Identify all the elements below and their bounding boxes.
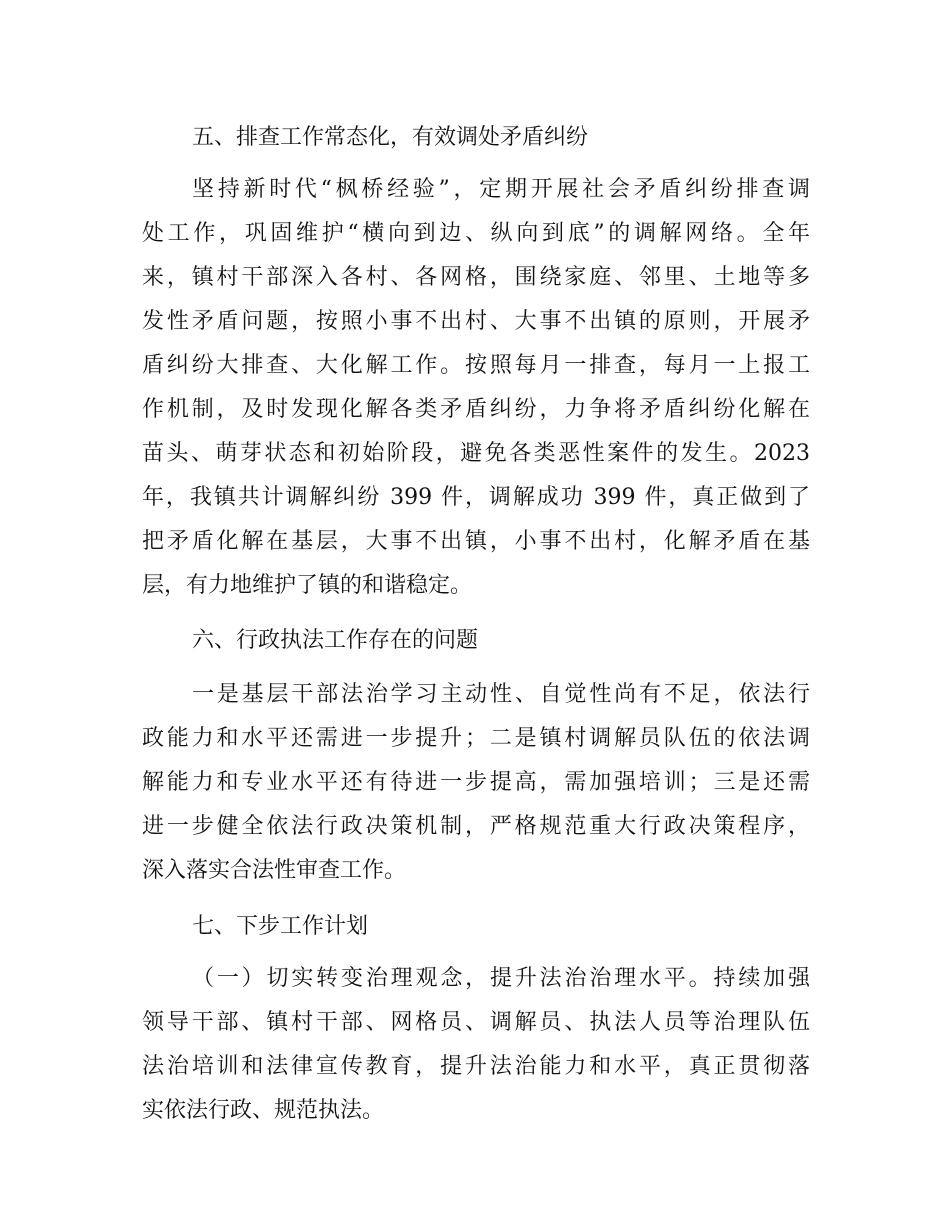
section-heading-7: 七、下步工作计划 bbox=[192, 914, 369, 939]
paragraph-line: 一是基层干部法治学习主动性、自觉性尚有不足，依法行 bbox=[192, 682, 810, 707]
paragraph-line: 把矛盾化解在基层，大事不出镇，小事不出村，化解矛盾在基 bbox=[142, 529, 810, 554]
paragraph-line: 作机制，及时发现化解各类矛盾纠纷，力争将矛盾纠纷化解在 bbox=[142, 397, 810, 422]
paragraph-line: 深入落实合法性审查工作。 bbox=[142, 858, 407, 883]
paragraph-line: 实依法行政、规范执法。 bbox=[142, 1098, 385, 1123]
paragraph-line: （一）切实转变治理观念，提升法治治理水平。持续加强 bbox=[192, 966, 810, 991]
paragraph-line: 坚持新时代“枫桥经验”，定期开展社会矛盾纠纷排查调 bbox=[192, 177, 810, 202]
paragraph-line: 进一步健全依法行政决策机制，严格规范重大行政决策程序， bbox=[142, 814, 810, 839]
paragraph-line: 来，镇村干部深入各村、各网格，围绕家庭、邻里、土地等多 bbox=[142, 265, 810, 290]
paragraph-line: 领导干部、镇村干部、网格员、调解员、执法人员等治理队伍 bbox=[142, 1010, 810, 1035]
paragraph-line: 解能力和专业水平还有待进一步提高，需加强培训；三是还需 bbox=[142, 770, 810, 795]
paragraph-line: 年，我镇共计调解纠纷 399 件，调解成功 399 件，真正做到了 bbox=[142, 485, 810, 510]
paragraph-line: 发性矛盾问题，按照小事不出村、大事不出镇的原则，开展矛 bbox=[142, 309, 810, 334]
section-heading-6: 六、行政执法工作存在的问题 bbox=[192, 628, 479, 653]
paragraph-line: 法治培训和法律宣传教育，提升法治能力和水平，真正贯彻落 bbox=[142, 1054, 810, 1079]
paragraph-line: 盾纠纷大排查、大化解工作。按照每月一排查，每月一上报工 bbox=[142, 353, 810, 378]
paragraph-line: 政能力和水平还需进一步提升；二是镇村调解员队伍的依法调 bbox=[142, 726, 810, 751]
paragraph-line: 处工作，巩固维护“横向到边、纵向到底”的调解网络。全年 bbox=[142, 221, 810, 246]
section-heading-5: 五、排查工作常态化，有效调处矛盾纠纷 bbox=[192, 125, 589, 150]
paragraph-line: 层，有力地维护了镇的和谐稳定。 bbox=[142, 573, 473, 598]
paragraph-line: 苗头、萌芽状态和初始阶段，避免各类恶性案件的发生。2023 bbox=[142, 441, 810, 466]
